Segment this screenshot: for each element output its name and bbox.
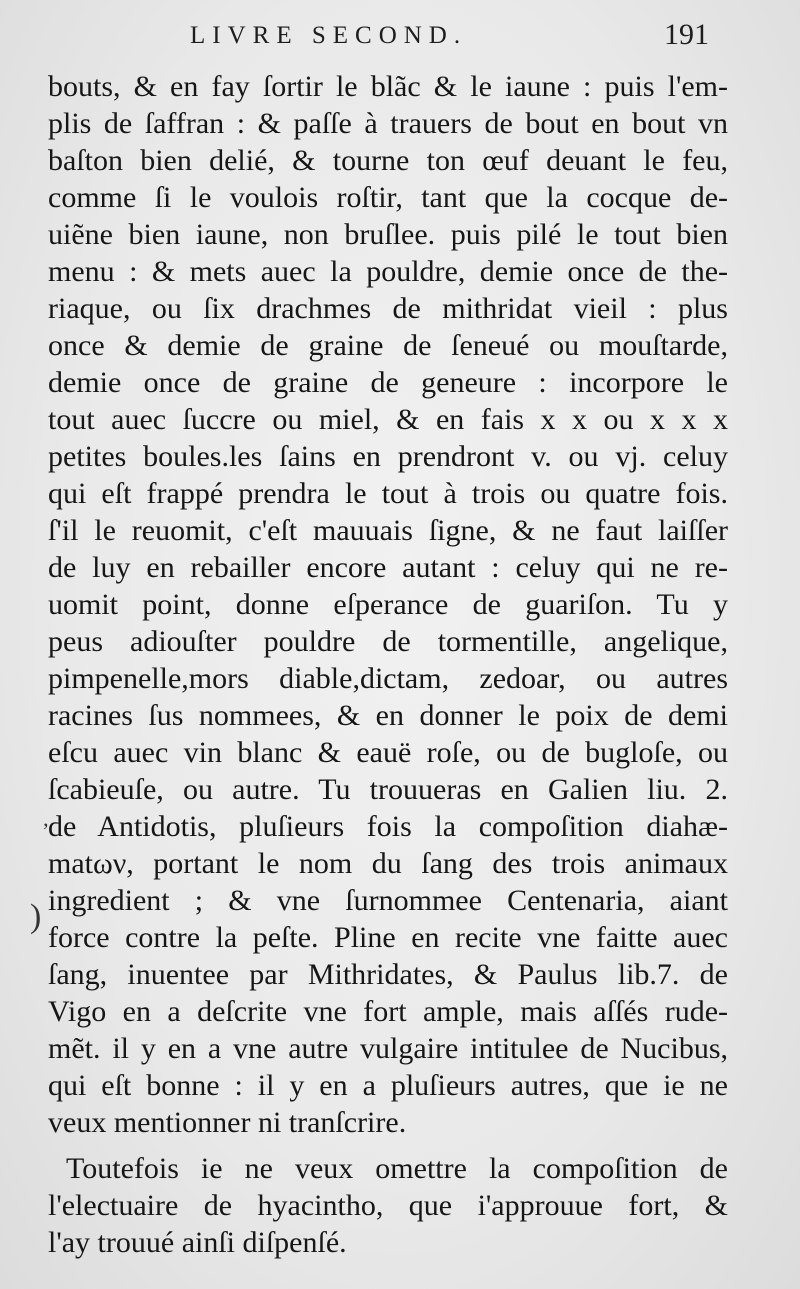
text-line: mẽt. il y en a vne autre vulgaire intitulee de Nucibus, bbox=[48, 1032, 728, 1065]
text-line: veux mentionner ni tranſcrire. bbox=[48, 1106, 407, 1139]
text-line: l'electuaire de hyacintho, que i'approuue fort, & bbox=[48, 1189, 728, 1222]
text-line: riaque, ou ſix drachmes de mithridat vieil : plus bbox=[48, 292, 728, 325]
text-line: qui eſt frappé prendra le tout à trois ou quatre fois. bbox=[48, 477, 728, 510]
text-line: uiẽne bien iaune, non bruſlee. puis pilé le tout bien bbox=[48, 218, 728, 251]
text-line: uomit point, donne eſperance de guariſon. Tu y bbox=[48, 588, 728, 621]
text-line: once & demie de graine de ſeneué ou mouſtarde, bbox=[48, 329, 728, 362]
running-head: LIVRE SECOND. bbox=[190, 22, 468, 49]
text-line: menu : & mets auec la pouldre, demie once de the- bbox=[48, 255, 728, 288]
text-line: eſcu auec vin blanc & eauë roſe, ou de bugloſe, ou bbox=[48, 736, 728, 769]
text-line: peus adiouſter pouldre de tormentille, angelique, bbox=[48, 625, 728, 658]
text-line: l'ay trouué ainſi diſpenſé. bbox=[48, 1226, 347, 1259]
text-line: ſ'il le reuomit, c'eſt mauuais ſigne, & ne faut laiſſer bbox=[48, 514, 728, 547]
text-line: qui eſt bonne : il y en a pluſieurs autres, que ie ne bbox=[48, 1069, 728, 1102]
text-line: Vigo en a deſcrite vne fort ample, mais aſſés rude- bbox=[48, 995, 728, 1028]
text-line: Toutefois ie ne veux omettre la compoſition de bbox=[66, 1152, 728, 1185]
text-line: demie once de graine de geneure : incorpore le bbox=[48, 366, 728, 399]
text-line: ſang, inuentee par Mithridates, & Paulus lib.7. de bbox=[48, 958, 728, 991]
margin-bracket: ) bbox=[30, 898, 42, 935]
text-line: petites boules.les ſains en prendront v. ou vj. celuy bbox=[48, 440, 728, 473]
text-line: matων, portant le nom du ſang des trois animaux bbox=[48, 847, 728, 880]
text-line: bouts, & en fay ſortir le blãc & le iaune : puis l'em- bbox=[48, 70, 728, 103]
text-line: baſton bien delié, & tourne ton œuf deuant le feu, bbox=[48, 144, 728, 177]
text-line: tout auec ſuccre ou miel, & en fais x x ou x x x bbox=[48, 403, 728, 436]
text-line: de luy en rebailler encore autant : celuy qui ne re- bbox=[48, 551, 728, 584]
text-line: force contre la peſte. Pline en recite vne faitte auec bbox=[48, 921, 728, 954]
text-line: comme ſi le voulois roſtir, tant que la cocque de- bbox=[48, 181, 728, 214]
text-line: ingredient ; & vne ſurnommee Centenaria, aiant bbox=[48, 884, 728, 917]
text-line: plis de ſaffran : & paſſe à trauers de bout en bout vn bbox=[48, 107, 728, 140]
text-line: de Antidotis, pluſieurs fois la compoſition diahæ- bbox=[48, 810, 728, 843]
text-line: pimpenelle,mors diable,dictam, zedoar, ou autres bbox=[48, 662, 728, 695]
text-line: racines ſus nommees, & en donner le poix de demi bbox=[48, 699, 728, 732]
body-text bbox=[48, 68, 728, 1261]
text-line: ſcabieuſe, ou autre. Tu trouueras en Galien liu. 2. bbox=[48, 773, 728, 806]
page-number: 191 bbox=[664, 18, 709, 51]
margin-mark: ’ bbox=[42, 818, 50, 843]
